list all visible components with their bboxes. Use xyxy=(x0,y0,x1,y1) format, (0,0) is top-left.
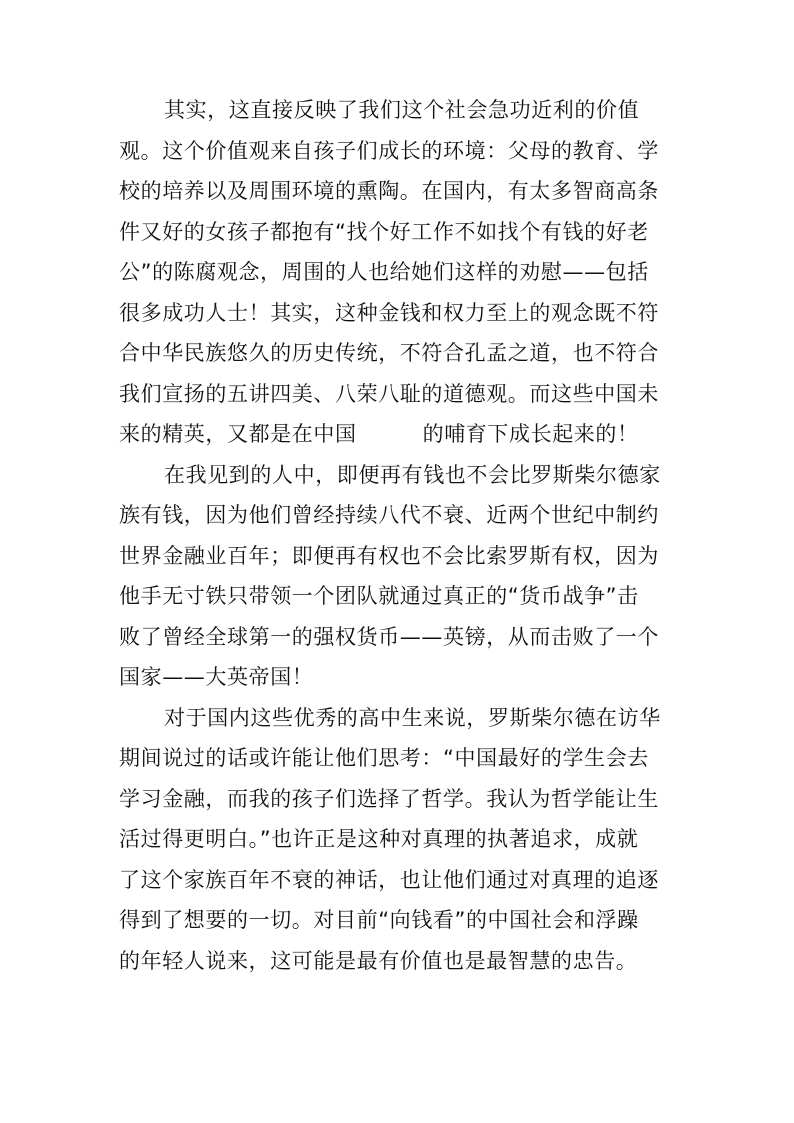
text-line: 其实，这直接反映了我们这个社会急功近利的价值 xyxy=(164,98,640,122)
paragraph-1 xyxy=(119,95,679,460)
text-line xyxy=(119,419,679,460)
text-line: 对于国内这些优秀的高中生来说，罗斯柴尔德在访华 xyxy=(164,705,661,730)
text-line: 了这个家族百年不衰的神话，也让他们通过对真理的追逐 xyxy=(119,867,659,892)
text-line: 他手无寸铁只带领一个团队就通过真正的“货币战争”击 xyxy=(119,584,639,608)
text-line: 族有钱，因为他们曾经持续八代不衰、近两个世纪中制约 xyxy=(119,503,659,527)
text-line: 观。这个价值观来自孩子们成长的环境：父母的教育、学 xyxy=(119,138,659,163)
text-line: 学习金融，而我的孩子们选择了哲学。我认为哲学能让生 xyxy=(119,786,659,811)
text-line: 世界金融业百年；即便再有权也不会比索罗斯有权，因为 xyxy=(119,543,659,568)
text-line: 活过得更明白。”也许正是这种对真理的执著追求，成就 xyxy=(119,827,639,851)
text-line: 合中华民族悠久的历史传统，不符合孔孟之道，也不符合 xyxy=(119,341,659,365)
paragraph-3 xyxy=(119,703,679,987)
text-line: 公”的陈腐观念，周围的人也给她们这样的劝慰——包括 xyxy=(119,260,649,284)
text-line: 很多成功人士！其实，这种金钱和权力至上的观念既不符 xyxy=(119,300,659,325)
text-line: 败了曾经全球第一的强权货币——英镑，从而击败了一个 xyxy=(119,624,659,649)
text-segment: 来的精英，又都是在中国 xyxy=(119,422,357,446)
paragraph-2 xyxy=(119,460,679,703)
text-line: 国家——大英帝国！ xyxy=(119,665,314,689)
text-line: 我们宣扬的五讲四美、八荣八耻的道德观。而这些中国未 xyxy=(119,381,659,406)
text-line: 件又好的女孩子都抱有“找个好工作不如找个有钱的好老 xyxy=(119,219,649,244)
text-segment: 的哺育下成长起来的！ xyxy=(422,422,639,446)
document-body xyxy=(119,95,679,986)
text-line: 期间说过的话或许能让他们思考：“中国最好的学生会去 xyxy=(119,746,649,770)
text-line: 得到了想要的一切。对目前“向钱看”的中国社会和浮躁 xyxy=(119,908,639,932)
text-line: 校的培养以及周围环境的熏陶。在国内，有太多智商高条 xyxy=(119,179,659,203)
text-line: 在我见到的人中，即便再有钱也不会比罗斯柴尔德家 xyxy=(164,462,661,487)
text-line: 的年轻人说来，这可能是最有价值也是最智慧的忠告。 xyxy=(119,948,638,973)
